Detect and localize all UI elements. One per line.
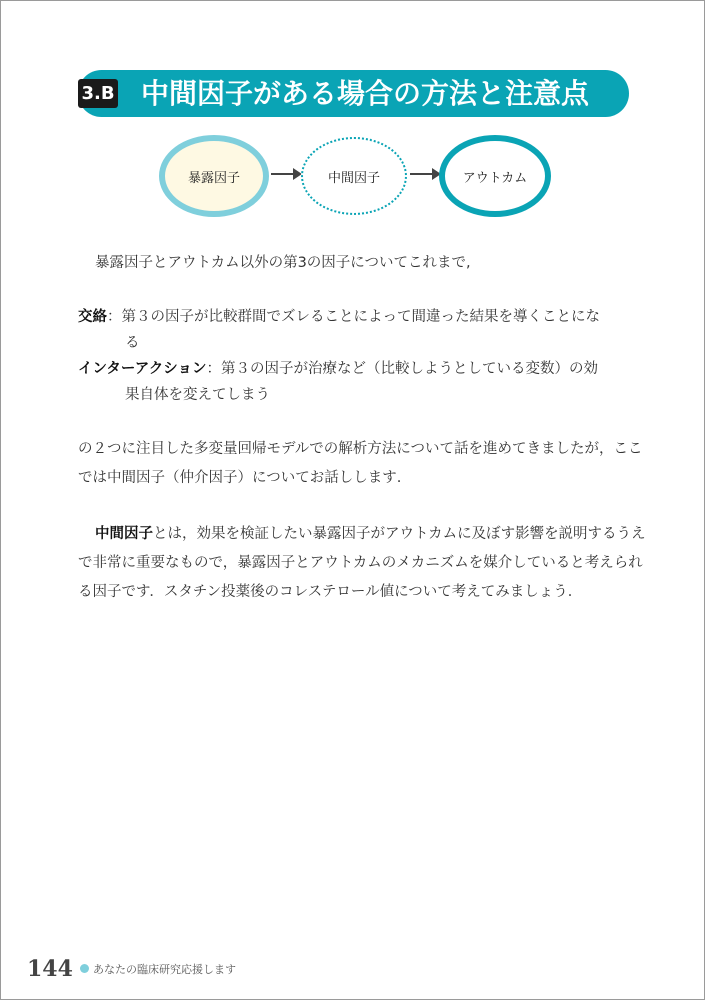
- paragraph-3-line-1-rest: とは，効果を検証したい暴露因子がアウトカムに及ぼす影響を説明するうえ: [153, 526, 646, 542]
- paragraph-2-line-1: の２つに注目した多変量回帰モデルでの解析方法について話を進めてきましたが，ここ: [78, 441, 643, 457]
- mediator-node: [301, 137, 407, 215]
- mediator-term: 中間因子: [95, 526, 153, 542]
- mediation-diagram: [151, 129, 561, 225]
- footer-bullet-icon: [80, 964, 89, 973]
- outcome-node: [439, 135, 551, 217]
- mediator-label: 中間因子: [327, 170, 380, 186]
- interaction-line-1: ：第３の因子が治療など（比較しようとしている変数）の効: [206, 361, 598, 377]
- section-title: 中間因子がある場合の方法と注意点: [141, 77, 590, 110]
- interaction-term: インターアクション: [78, 361, 207, 377]
- confounding-line-1: ：第３の因子が比較群間でズレることによって間違った結果を導くことにな: [107, 309, 600, 325]
- confounding-definition: [78, 307, 600, 327]
- interaction-line-2: 果自体を変えてしまう: [125, 387, 270, 403]
- section-number: 3.B: [78, 79, 118, 108]
- intro-text: 暴露因子とアウトカム以外の第3の因子についてこれまで,: [95, 255, 471, 271]
- arrow-exposure-to-mediator: [271, 173, 295, 175]
- paragraph-3-line-1: [95, 524, 646, 544]
- running-title: あなたの臨床研究応援します: [93, 963, 236, 976]
- exposure-node: [159, 135, 269, 217]
- arrow-mediator-to-outcome: [410, 173, 434, 175]
- interaction-definition: [78, 359, 598, 379]
- confounding-term: 交絡: [78, 309, 107, 325]
- outcome-label: アウトカム: [462, 170, 528, 186]
- paragraph-3-line-2: で非常に重要なもので，暴露因子とアウトカムのメカニズムを媒介していると考えられ: [78, 555, 643, 571]
- paragraph-3-line-3: る因子です．スタチン投薬後のコレステロール値について考えてみましょう．: [78, 584, 583, 600]
- page-number: 144: [27, 956, 73, 982]
- paragraph-2-line-2: では中間因子（仲介因子）についてお話しします.: [78, 470, 402, 486]
- exposure-label: 暴露因子: [187, 170, 240, 186]
- confounding-line-2: る: [125, 335, 140, 351]
